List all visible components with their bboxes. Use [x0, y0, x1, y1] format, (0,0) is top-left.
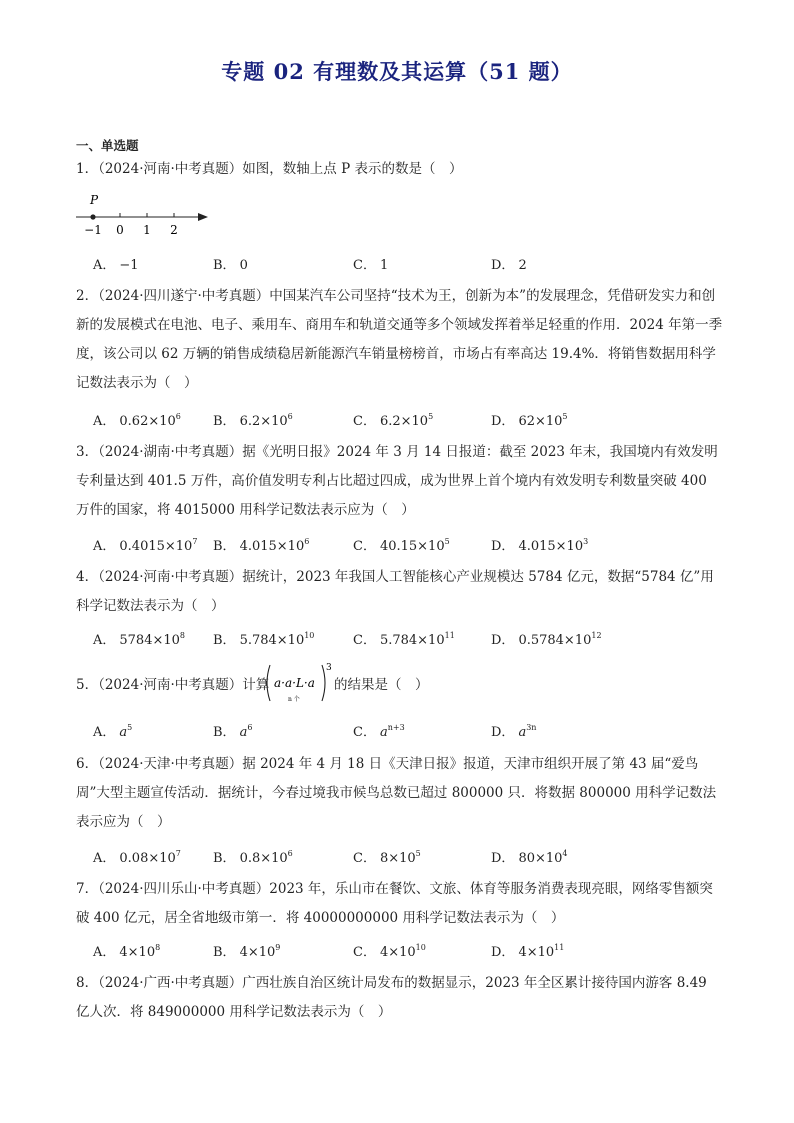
number-line-figure — [74, 192, 214, 240]
option-d[interactable]: D． $0.5784\times 10^{12}$ — [491, 631, 602, 648]
options-q1 — [93, 254, 653, 274]
option-c[interactable]: C． $40.15\times 10^5$ — [353, 537, 450, 554]
option-a[interactable]: A． $4\times 10^8$ — [93, 943, 161, 960]
tick-label-1: 1 — [143, 223, 151, 237]
question-3: 3．（2024·湖南·中考真题）据《光明日报》2024 年 3 月 14 日报道：截至 2023 年末，我国境内有效发明专利量达到 401.5 万件，高价值发明专利占比超过四成，成为世界上首个境内有效发明专利数量突破 400 万件的国家，将 4015000 用科学记数法表示应为（ ） — [76, 444, 718, 518]
question-1: 1．（2024·河南·中考真题）如图，数轴上点 P 表示的数是（ ） — [76, 161, 463, 177]
question-2: 2．（2024·四川遂宁·中考真题）中国某汽车公司坚持“技术为王，创新为本”的发展理念，凭借研发实力和创新的发展模式在电池、电子、乘用车、商用车和轨道交通等多个领域发挥着举足轻重的作用．2024 年第一季度，该公司以 62 万辆的销售成绩稳居新能源汽车销量榜榜首，市场占有率高达 19.4%．将销售数据用科学记数法表示为（ ） — [76, 288, 723, 391]
option-c[interactable]: C． $8\times 10^5$ — [353, 849, 421, 866]
left-paren — [267, 665, 270, 701]
option-b[interactable]: B． 0 — [213, 258, 248, 273]
option-c[interactable]: C． 1 — [353, 258, 389, 273]
question-8: 8．（2024·广西·中考真题）广西壮族自治区统计局发布的数据显示，2023 年全区累计接待国内游客 8.49 亿人次．将 849000000 用科学记数法表示为（ ） — [76, 975, 707, 1020]
option-b[interactable]: B． $a^6$ — [213, 723, 253, 740]
options-q7 — [93, 941, 653, 961]
option-c[interactable]: C． $5.784\times 10^{11}$ — [353, 631, 455, 648]
expression-base: a·a·L·a — [274, 676, 315, 690]
option-a[interactable]: A． −1 — [93, 258, 139, 273]
option-d[interactable]: D． $62\times 10^5$ — [491, 412, 568, 429]
option-a[interactable]: A． $0.08\times 10^7$ — [93, 849, 181, 866]
option-b[interactable]: B． $0.8\times 10^6$ — [213, 849, 293, 866]
option-d[interactable]: D． 2 — [491, 258, 527, 273]
option-d[interactable]: D． $4.015\times 10^3$ — [491, 537, 589, 554]
options-q5 — [93, 721, 653, 741]
question-6: 6．（2024·天津·中考真题）据 2024 年 4 月 18 日《天津日报》报道，天津市组织开展了第 43 届“爱鸟周”大型主题宣传活动．据统计，今春过境我市候鸟总数已超过 800000 只．将数据 800000 用科学记数法表示应为（ ） — [76, 756, 717, 830]
option-c[interactable]: C． $6.2\times 10^5$ — [353, 412, 434, 429]
option-b[interactable]: B． $4.015\times 10^6$ — [213, 537, 310, 554]
question-5-suffix: 的结果是（ ） — [334, 677, 429, 693]
question-5-prefix: 5．（2024·河南·中考真题）计算 — [76, 677, 270, 693]
expression-under: n 个 — [288, 696, 300, 703]
option-a[interactable]: A． $0.4015\times 10^7$ — [93, 537, 198, 554]
question-4: 4．（2024·河南·中考真题）据统计，2023 年我国人工智能核心产业规模达 5784 亿元，数据“5784 亿”用科学记数法表示为（ ） — [76, 569, 714, 614]
point-p — [90, 214, 95, 219]
options-q2 — [93, 410, 653, 430]
expression-formula — [264, 661, 334, 711]
tick-label-2: 2 — [170, 223, 178, 237]
question-7: 7．（2024·四川乐山·中考真题）2023 年，乐山市在餐饮、文旅、体育等服务消费表现亮眼，网络零售额突破 400 亿元，居全省地级市第一．将 40000000000 用科学记数法表示为（ ） — [76, 881, 713, 926]
option-b[interactable]: B． $5.784\times 10^{10}$ — [213, 631, 315, 648]
option-c[interactable]: C． $a^{n+3}$ — [353, 723, 405, 740]
expression-power: 3 — [326, 663, 332, 673]
options-q3 — [93, 535, 653, 555]
tick-label-neg1: −1 — [84, 223, 102, 237]
point-p-label: P — [90, 193, 99, 207]
page-title: 专题 02 有理数及其运算（51 题） — [221, 59, 573, 84]
option-b[interactable]: B． $6.2\times 10^6$ — [213, 412, 293, 429]
option-d[interactable]: D． $80\times 10^4$ — [491, 849, 568, 866]
option-b[interactable]: B． $4\times 10^9$ — [213, 943, 281, 960]
option-c[interactable]: C． $4\times 10^{10}$ — [353, 943, 426, 960]
options-q4 — [93, 629, 653, 649]
section-heading: 一、单选题 — [76, 138, 139, 153]
number-line-arrow — [198, 213, 208, 221]
option-d[interactable]: D． $a^{3n}$ — [491, 723, 537, 740]
option-d[interactable]: D． $4\times 10^{11}$ — [491, 943, 565, 960]
option-a[interactable]: A． $5784\times 10^8$ — [93, 631, 186, 648]
right-paren — [322, 665, 325, 701]
options-q6 — [93, 847, 653, 867]
option-a[interactable]: A． $a^5$ — [93, 723, 133, 740]
tick-label-0: 0 — [116, 223, 124, 237]
option-a[interactable]: A． $0.62\times 10^6$ — [93, 412, 181, 429]
